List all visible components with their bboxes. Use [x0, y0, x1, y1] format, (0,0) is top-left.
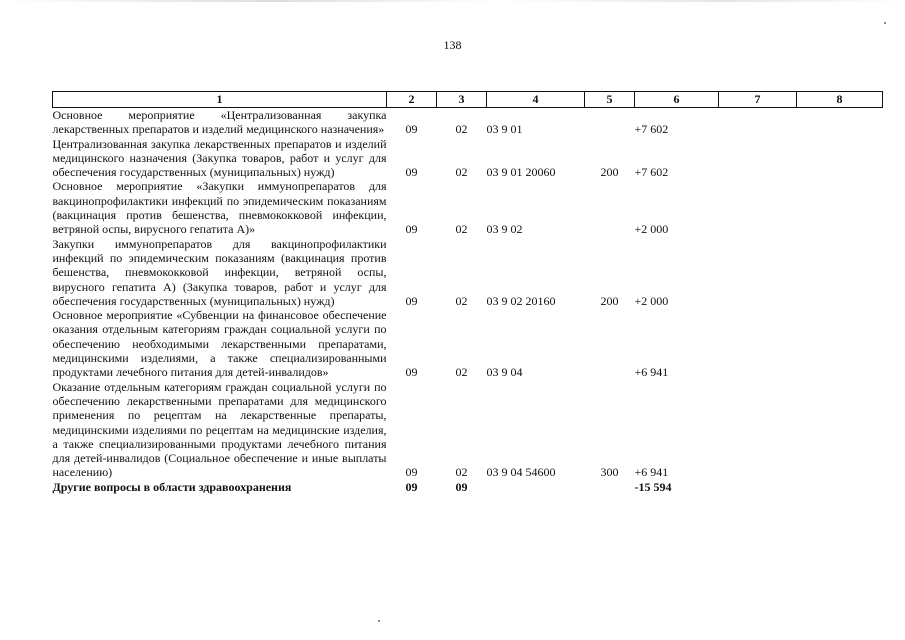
- subsection-code: 02: [455, 365, 468, 380]
- expense-type-code: [585, 179, 635, 236]
- total-name: Другие вопросы в области здравоохранения: [52, 479, 292, 494]
- amount: +2 000: [634, 222, 669, 237]
- page-number: 138: [443, 38, 462, 52]
- budget-table: [52, 91, 883, 494]
- total-subsection-code: 09: [455, 479, 468, 494]
- target-article-code: 03 9 04: [486, 365, 523, 380]
- column-8-cell: [797, 308, 883, 379]
- column-header: 5: [585, 92, 635, 108]
- item-name: Оказание отдельным категориям граждан социальной услуги по обеспечению лекарственными препаратами для медицинского применения по рецептам на лекарственные препараты, медицинскими изделиями по рецептам на медицинские изделия, а также специализированными продуктами лечебного питания для детей-инвалидов (Социальное обеспечение и иные выплаты населению): [52, 379, 387, 480]
- column-7-cell: [719, 380, 797, 480]
- amount: +7 602: [634, 165, 669, 180]
- item-name: Основное мероприятие «Субвенции на финансовое обеспечение оказания отдельным категориям граждан социальной услуги по обеспечению необходимыми лекарственными препаратами, медицинскими изделиями, а также специализированными продуктами лечебного питания для детей-инвалидов»: [52, 308, 387, 380]
- column-7-cell: [719, 179, 797, 236]
- subsection-code: 02: [455, 122, 468, 137]
- target-article-code: 03 9 01: [486, 122, 523, 137]
- column-8-cell: [797, 480, 883, 494]
- item-name: Централизованная закупка лекарственных препаратов и изделий медицинского назначения (Закупка товаров, работ и услуг для обеспечения государственных (муниципальных) нужд): [52, 136, 387, 180]
- table-row: [53, 237, 883, 308]
- table-row: [53, 380, 883, 480]
- column-8-cell: [797, 237, 883, 308]
- column-8-cell: [797, 137, 883, 180]
- column-header: 8: [797, 92, 883, 108]
- scan-speck: [884, 22, 886, 24]
- expense-type-code: 200: [600, 165, 619, 180]
- subsection-code: 02: [455, 293, 468, 308]
- column-8-cell: [797, 179, 883, 236]
- section-code: 09: [405, 122, 418, 137]
- amount: +6 941: [634, 365, 669, 380]
- table-row: [53, 137, 883, 180]
- column-header: 4: [487, 92, 585, 108]
- item-name: Закупки иммунопрепаратов для вакцинопрофилактики инфекций по эпидемическим показаниям (вакцинация против бешенства, пневмококковой инфекции, ветряной оспы, вирусного гепатита А) (Закупка товаров, работ и услуг для обеспечения государственных (муниципальных) нужд): [52, 236, 387, 308]
- section-code: 09: [405, 365, 418, 380]
- column-header: 7: [719, 92, 797, 108]
- expense-type-code: [585, 108, 635, 137]
- scan-top-edge: [0, 0, 905, 2]
- column-7-cell: [719, 237, 797, 308]
- subsection-code: 02: [455, 222, 468, 237]
- column-header: 6: [635, 92, 719, 108]
- total-amount: -15 594: [634, 479, 672, 494]
- item-name: Основное мероприятие «Централизованная закупка лекарственных препаратов и изделий медицинского назначения»: [52, 108, 387, 137]
- section-code: 09: [405, 465, 418, 480]
- table-row: [53, 179, 883, 236]
- section-code: 09: [405, 222, 418, 237]
- expense-type-code: 300: [600, 465, 619, 480]
- column-header: 1: [53, 92, 387, 108]
- scan-speck: [378, 620, 380, 622]
- section-code: 09: [405, 165, 418, 180]
- total-expense-type-code: [585, 480, 635, 494]
- item-name: Основное мероприятие «Закупки иммунопрепаратов для вакцинопрофилактики инфекций по эпидемическим показаниям (вакцинация против бешенства, пневмококковой инфекции, ветряной оспы, вирусного гепатита А)»: [52, 179, 387, 237]
- column-7-cell: [719, 137, 797, 180]
- column-8-cell: [797, 108, 883, 137]
- subsection-code: 02: [455, 165, 468, 180]
- header-row: [53, 92, 883, 108]
- section-code: 09: [405, 293, 418, 308]
- total-row: [53, 480, 883, 494]
- amount: +7 602: [634, 122, 669, 137]
- amount: +2 000: [634, 293, 669, 308]
- target-article-code: 03 9 04 54600: [486, 465, 556, 480]
- subsection-code: 02: [455, 465, 468, 480]
- column-8-cell: [797, 380, 883, 480]
- table-row: [53, 108, 883, 137]
- table-row: [53, 308, 883, 379]
- target-article-code: 03 9 02: [486, 222, 523, 237]
- column-7-cell: [719, 108, 797, 137]
- expense-type-code: [585, 308, 635, 379]
- target-article-code: 03 9 02 20160: [486, 293, 556, 308]
- expense-type-code: 200: [600, 293, 619, 308]
- amount: +6 941: [634, 465, 669, 480]
- column-header: 3: [437, 92, 487, 108]
- column-7-cell: [719, 308, 797, 379]
- column-7-cell: [719, 480, 797, 494]
- total-target-article-code: [487, 480, 585, 494]
- total-section-code: 09: [405, 479, 418, 494]
- column-header: 2: [387, 92, 437, 108]
- target-article-code: 03 9 01 20060: [486, 165, 556, 180]
